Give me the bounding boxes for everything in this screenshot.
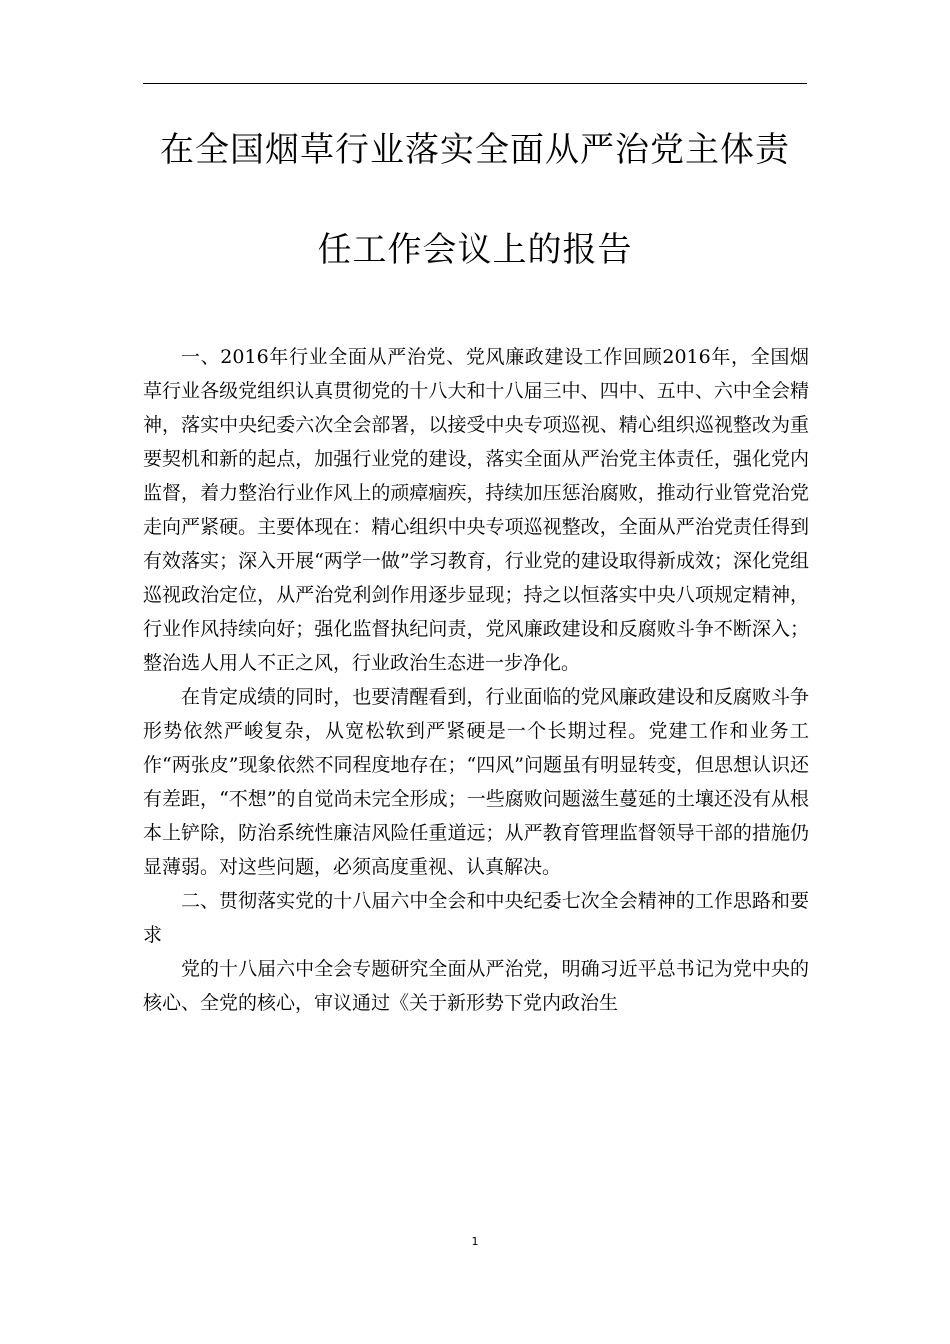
document-body [143,340,809,1020]
header-rule [143,83,807,84]
page-number: 1 [471,1235,479,1248]
paragraph-problems: 在肯定成绩的同时，也要清醒看到，行业面临的党风廉政建设和反腐败斗争形势依然严峻复杂，从宽松软到严紧硬是一个长期过程。党建工作和业务工作“两张皮”现象依然不同程度地存在；“四风”问题虽有明显转变，但思想认识还有差距，“不想”的自觉尚未完全形成；一些腐败问题滋生蔓延的土壤还没有从根本上铲除，防治系统性廉洁风险任重道远；从严教育管理监督领导干部的措施仍显薄弱。对这些问题，必须高度重视、认真解决。 [143,686,809,878]
paragraph-sixth-plenary: 党的十八届六中全会专题研究全面从严治党，明确习近平总书记为党中央的核心、全党的核心，审议通过《关于新形势下党内政治生 [143,958,809,1014]
document-title-line-1: 在全国烟草行业落实全面从严治党主体责 [160,130,790,170]
document-title-line-2: 任工作会议上的报告 [317,230,633,270]
paragraph-review-2016: 一、2016年行业全面从严治党、党风廉政建设工作回顾2016年，全国烟草行业各级党组织认真贯彻党的十八大和十八届三中、四中、五中、六中全会精神，落实中央纪委六次全会部署，以接受中央专项巡视、精心组织巡视整改为重要契机和新的起点，加强行业党的建设，落实全面从严治党主体责任，强化党内监督，着力整治行业作风上的顽瘴痼疾，持续加压惩治腐败，推动行业管党治党走向严紧硬。主要体现在：精心组织中央专项巡视整改，全面从严治党责任得到有效落实；深入开展“两学一做”学习教育，行业党的建设取得新成效；深化党组巡视政治定位，从严治党利剑作用逐步显现；持之以恒落实中央八项规定精神，行业作风持续向好；强化监督执纪问责，党风廉政建设和反腐败斗争不断深入；整治选人用人不正之风，行业政治生态进一步净化。 [143,346,809,674]
paragraph-section-two-heading: 二、贯彻落实党的十八届六中全会和中央纪委七次全会精神的工作思路和要求 [143,890,809,946]
